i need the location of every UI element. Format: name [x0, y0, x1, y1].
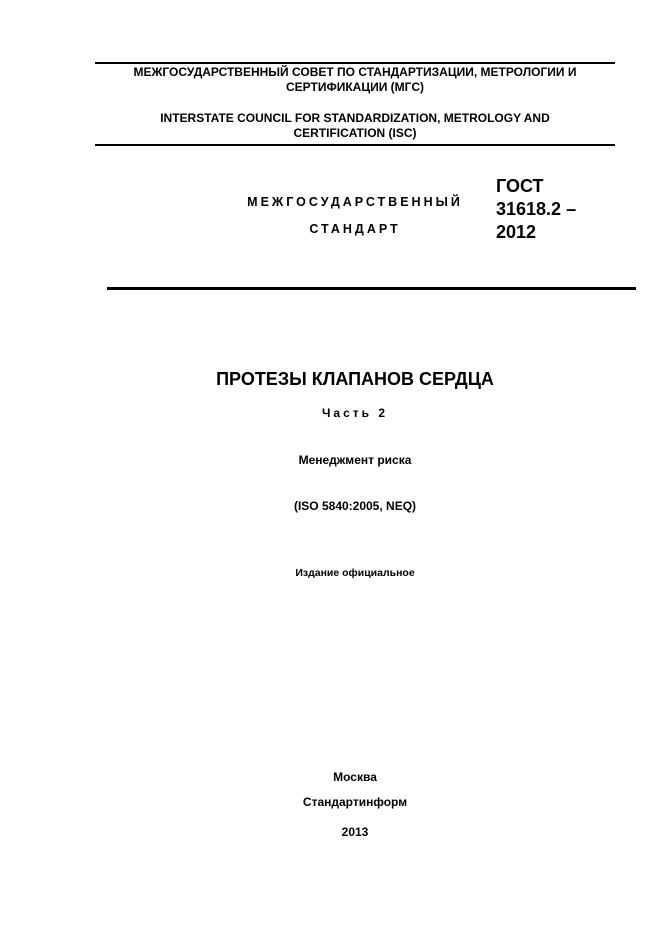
publication-city: Москва — [333, 770, 377, 784]
council-ru-line1: МЕЖГОСУДАРСТВЕННЫЙ СОВЕТ ПО СТАНДАРТИЗАЦИИ, МЕТРОЛОГИИ И — [133, 65, 577, 79]
header-bottom-rule — [95, 144, 615, 146]
gost-line3: 2012 — [496, 222, 537, 242]
council-en-line1: INTERSTATE COUNCIL FOR STANDARDIZATION, METROLOGY AND — [160, 111, 550, 125]
document-subtitle: Менеджмент риска — [298, 453, 412, 467]
standard-label-line1: МЕЖГОСУДАРСТВЕННЫЙ — [247, 195, 463, 209]
council-name-ru — [95, 65, 615, 95]
council-ru-line2: СЕРТИФИКАЦИИ (МГС) — [286, 80, 424, 94]
council-en-line2: CERTIFICATION (ISC) — [293, 126, 417, 140]
header-top-rule — [95, 62, 615, 64]
gost-line1: ГОСТ — [496, 176, 544, 196]
standard-label-line2: СТАНДАРТ — [309, 222, 401, 236]
edition-note: Издание официальное — [295, 567, 415, 579]
document-title: ПРОТЕЗЫ КЛАПАНОВ СЕРДЦА — [216, 369, 494, 389]
publication-year: 2013 — [341, 825, 369, 839]
council-name-en — [95, 111, 615, 141]
part-label: Часть 2 — [321, 406, 389, 420]
publisher-name: Стандартинформ — [302, 795, 408, 809]
gost-designation — [496, 175, 576, 244]
iso-reference: (ISO 5840:2005, NEQ) — [293, 499, 417, 513]
title-section-rule — [107, 287, 636, 290]
gost-line2: 31618.2 – — [496, 199, 577, 219]
